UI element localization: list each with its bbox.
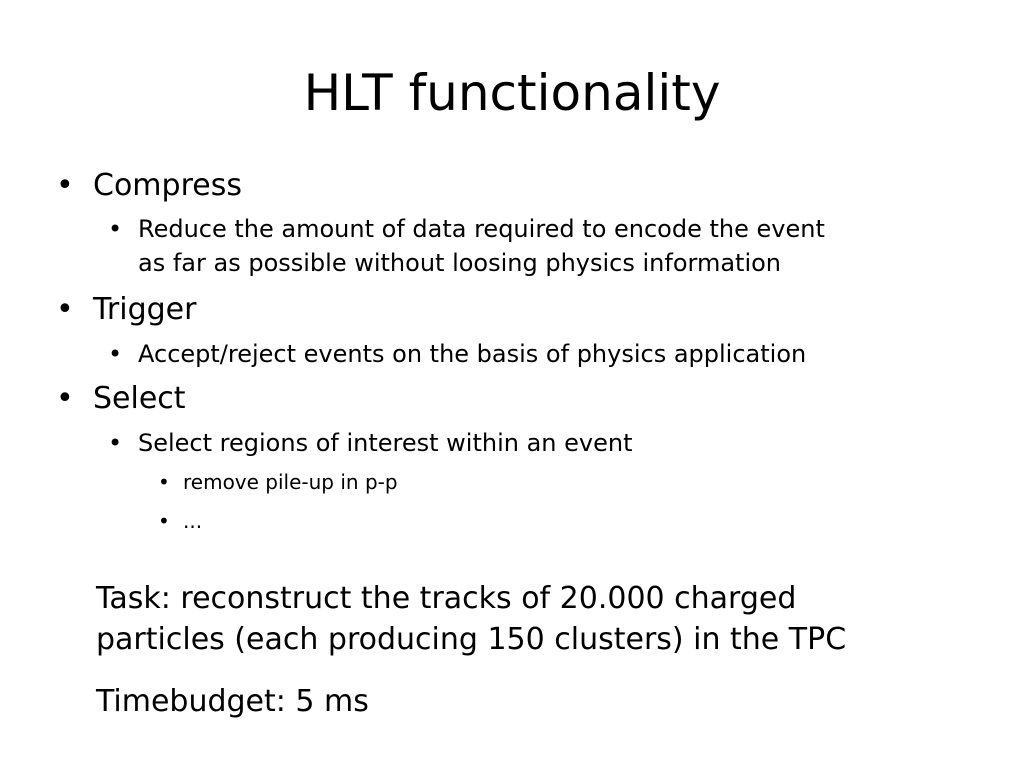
sub-bullet-icon: •: [108, 340, 123, 368]
bullet-icon: •: [56, 381, 74, 416]
sub-bullet-text: Accept/reject events on the basis of physics application: [138, 340, 807, 368]
bullet-icon: •: [56, 292, 74, 327]
sub-bullet-regions: [108, 426, 633, 460]
sub-bullet-accept-reject: [108, 337, 806, 371]
sub-sub-bullet-text: remove pile-up in p-p: [183, 470, 398, 494]
sub-bullet-icon: •: [108, 429, 123, 457]
bullet-icon: •: [56, 168, 74, 203]
bullet-label: Compress: [93, 168, 242, 203]
sub-bullet-icon: •: [108, 215, 123, 243]
task-text-line2: particles (each producing 150 clusters) in the TPC: [96, 622, 847, 657]
sub-sub-bullet-icon: •: [158, 509, 170, 533]
sub-sub-bullet-pileup: [158, 467, 398, 497]
sub-bullet-text: Reduce the amount of data required to encode the event: [138, 215, 825, 243]
bullet-select: [56, 379, 186, 419]
sub-bullet-reduce-continued: as far as possible without loosing physics information: [138, 249, 782, 277]
sub-sub-bullet-text: ...: [183, 509, 203, 533]
timebudget-text: Timebudget: 5 ms: [96, 684, 369, 719]
sub-sub-bullet-ellipsis: [158, 506, 202, 536]
sub-bullet-reduce: [108, 212, 825, 246]
bullet-trigger: [56, 290, 196, 330]
sub-bullet-text: Select regions of interest within an event: [138, 429, 633, 457]
sub-sub-bullet-icon: •: [158, 470, 170, 494]
task-text-line1: Task: reconstruct the tracks of 20.000 charged: [96, 581, 797, 616]
bullet-compress: [56, 166, 242, 206]
bullet-label: Select: [93, 381, 186, 416]
bullet-label: Trigger: [93, 292, 197, 327]
slide-title: HLT functionality: [303, 64, 721, 122]
